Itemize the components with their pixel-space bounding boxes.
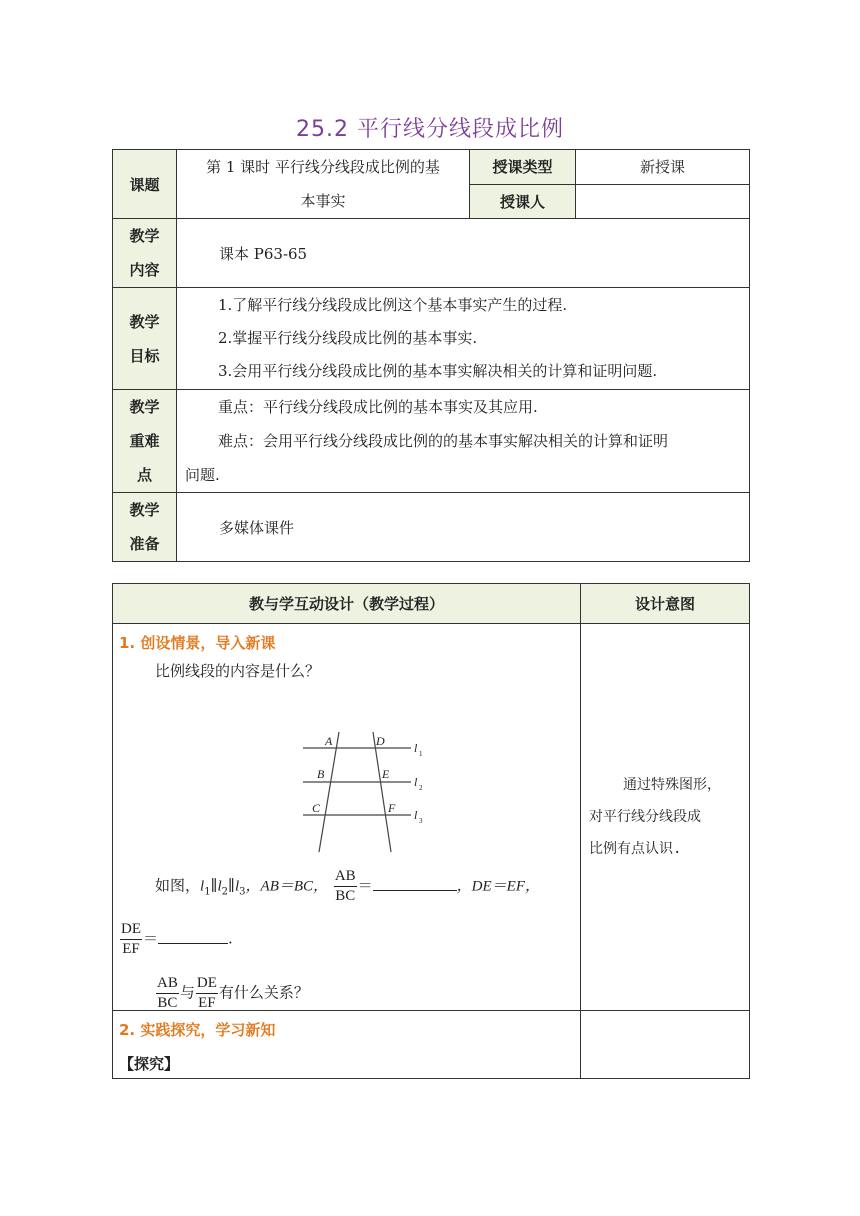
type-value: 新授课 bbox=[639, 158, 685, 177]
line-l1-label: l bbox=[414, 741, 418, 755]
process-table bbox=[112, 583, 750, 1079]
answer-blank-2[interactable] bbox=[158, 943, 228, 944]
line-l2-label: l bbox=[414, 775, 418, 789]
l3-sub: 3 bbox=[239, 886, 246, 898]
topic-value-line2: 本事实 bbox=[300, 192, 346, 210]
question-2-continued bbox=[119, 920, 233, 959]
l2-sub: 2 bbox=[221, 886, 229, 898]
intent-header-text: 设计意图 bbox=[634, 595, 695, 613]
fraction-numerator: DE bbox=[196, 974, 218, 994]
lesson-info-table bbox=[112, 149, 750, 562]
section1-cell bbox=[113, 624, 581, 1011]
fraction-ab-bc bbox=[156, 974, 179, 1013]
question-1: 比例线段的内容是什么？ bbox=[155, 662, 321, 680]
difficult-point-line1: 难点：会用平行线分线段成比例的的基本事实解决相关的计算和证明 bbox=[218, 432, 669, 450]
key-label-cell bbox=[113, 390, 177, 493]
key-label-3: 点 bbox=[136, 466, 152, 484]
prep-value: 多媒体课件 bbox=[219, 518, 295, 537]
point-b-label: B bbox=[317, 767, 325, 781]
intent-line-1: 通过特殊图形， bbox=[623, 777, 721, 793]
relation-suffix: 有什么关系？ bbox=[218, 983, 309, 1002]
question-3 bbox=[155, 974, 309, 1013]
key-label-1: 教学 bbox=[129, 398, 160, 416]
goal-label-1: 教学 bbox=[129, 312, 160, 331]
goals-cell bbox=[177, 288, 750, 390]
line-l2-sub: 2 bbox=[419, 784, 423, 792]
topic-value-cell bbox=[177, 150, 470, 219]
prep-label-cell bbox=[113, 493, 177, 562]
fraction-denominator: EF bbox=[122, 941, 140, 957]
topic-value-line1: 第 1 课时 平行线分线段成比例的基 bbox=[206, 158, 440, 176]
goal-item: 1.了解平行线分线段成比例这个基本事实产生的过程. bbox=[218, 296, 568, 314]
fraction-denominator: BC bbox=[157, 995, 178, 1011]
prep-label-2: 准备 bbox=[129, 535, 160, 553]
intent-cell bbox=[581, 624, 750, 1011]
key-points-cell bbox=[177, 390, 750, 493]
content-label-cell bbox=[113, 219, 177, 288]
l-symbol: l bbox=[200, 878, 205, 895]
intent-col-header bbox=[581, 584, 750, 624]
fraction-ab-bc bbox=[334, 867, 357, 906]
equals-sign: ＝ bbox=[357, 876, 373, 895]
process-header-text: 教与学互动设计（教学过程） bbox=[248, 595, 444, 613]
content-label-2: 内容 bbox=[129, 261, 160, 279]
teacher-value-cell bbox=[576, 184, 750, 219]
goal-label-cell bbox=[113, 288, 177, 390]
parallel-symbol: ∥ bbox=[228, 876, 235, 895]
type-value-cell bbox=[576, 150, 750, 185]
point-c-label: C bbox=[312, 801, 321, 815]
section2-cell bbox=[113, 1011, 581, 1079]
fraction-denominator: EF bbox=[198, 995, 216, 1011]
page-title: 25.2 平行线分线段成比例 bbox=[296, 117, 564, 142]
section2-intent-cell bbox=[581, 1011, 750, 1079]
topic-label: 课题 bbox=[129, 175, 160, 194]
point-f-label: F bbox=[388, 801, 396, 815]
point-e-label: E bbox=[382, 767, 390, 781]
goal-item: 2.掌握平行线分线段成比例的基本事实. bbox=[218, 329, 478, 347]
fraction-de-ef bbox=[120, 920, 142, 959]
key-label-2: 重难 bbox=[129, 432, 160, 450]
intent-line-3: 比例有点认识. bbox=[589, 841, 682, 857]
parallel-lines-figure bbox=[303, 732, 433, 854]
type-label-cell bbox=[470, 150, 576, 185]
period: . bbox=[228, 929, 233, 948]
content-value-cell bbox=[177, 219, 750, 288]
q2-eq1: ，AB＝BC， bbox=[245, 878, 329, 895]
prep-value-cell bbox=[177, 493, 750, 562]
l-symbol: l bbox=[217, 878, 222, 895]
type-label: 授课类型 bbox=[492, 158, 553, 177]
equals-sign: ＝ bbox=[143, 929, 159, 948]
process-col-header bbox=[113, 584, 581, 624]
question-2 bbox=[155, 867, 540, 906]
intent-line-2: 对平行线分线段成 bbox=[589, 809, 701, 825]
transversal-right bbox=[373, 732, 391, 852]
point-d-label: D bbox=[376, 734, 385, 748]
line-l1-sub: 1 bbox=[419, 750, 423, 758]
content-label-1: 教学 bbox=[129, 227, 160, 245]
q2-mid: ，DE＝EF， bbox=[456, 878, 540, 895]
explore-label: 【探究】 bbox=[119, 1055, 180, 1073]
answer-blank-1[interactable] bbox=[373, 890, 457, 891]
relation-join: 与 bbox=[179, 983, 195, 1002]
section2-title: 2. 实践探究，学习新知 bbox=[119, 1021, 276, 1039]
line-l3-sub: 3 bbox=[419, 817, 423, 825]
q2-prefix: 如图， bbox=[155, 876, 201, 895]
fraction-denominator: BC bbox=[335, 888, 356, 904]
transversal-left bbox=[319, 732, 339, 852]
l-symbol: l bbox=[234, 878, 240, 895]
line-l3-label: l bbox=[414, 808, 418, 822]
topic-label-cell bbox=[113, 150, 177, 219]
parallel-symbol: ∥ bbox=[210, 876, 218, 895]
teacher-label: 授课人 bbox=[499, 192, 545, 211]
teacher-label-cell bbox=[470, 184, 576, 219]
goal-label-2: 目标 bbox=[129, 346, 160, 365]
difficult-point-line2: 问题. bbox=[185, 466, 220, 484]
content-value: 课本 P63-65 bbox=[219, 244, 308, 263]
fraction-numerator: AB bbox=[156, 974, 179, 994]
fraction-de-ef bbox=[196, 974, 218, 1013]
prep-label-1: 教学 bbox=[129, 501, 160, 519]
fraction-numerator: DE bbox=[120, 920, 142, 940]
section1-title: 1. 创设情景，导入新课 bbox=[119, 634, 276, 652]
fraction-numerator: AB bbox=[334, 867, 357, 887]
key-point: 重点：平行线分线段成比例的基本事实及其应用. bbox=[218, 398, 538, 416]
goal-item: 3.会用平行线分线段成比例的基本事实解决相关的计算和证明问题. bbox=[218, 362, 658, 380]
l1-sub: 1 bbox=[204, 886, 211, 898]
point-a-label: A bbox=[325, 734, 333, 748]
